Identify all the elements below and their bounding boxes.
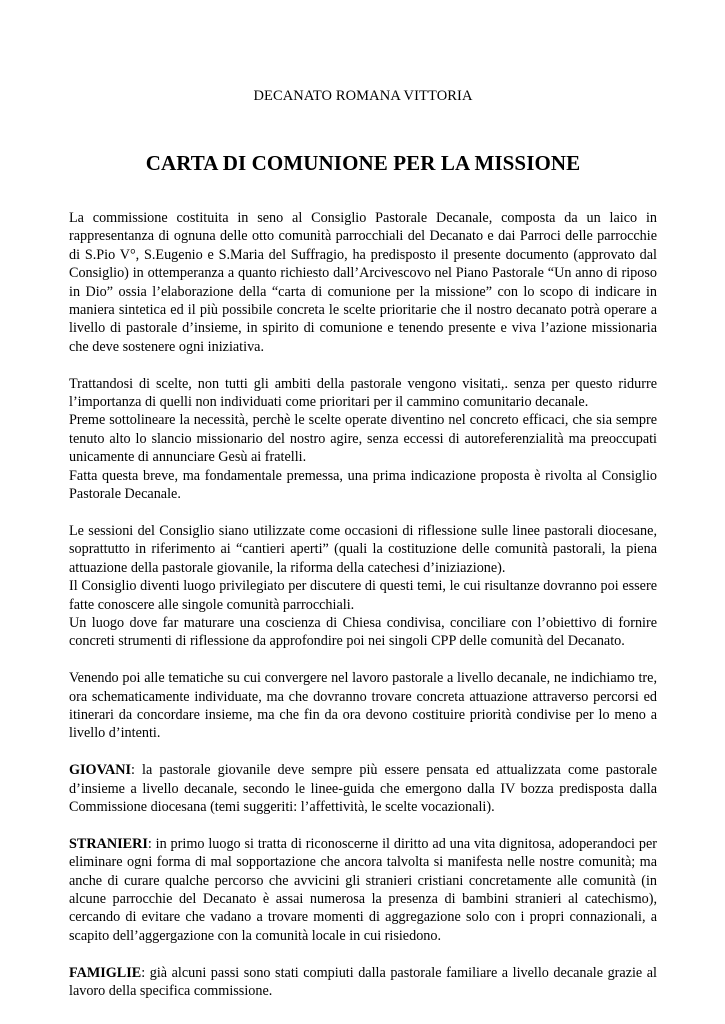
missionary-paragraph: Preme sottolineare la necessità, perchè le scelte operate diventino nel concreto efficaci, che sia sempre tenuto alto lo slancio missionario del nostro agire, senza eccessi di autoreferenzialità ma preoccupati unicamente di annunciare Gesù ai fratelli. — [69, 412, 657, 466]
topic-youth-label: GIOVANI — [69, 762, 132, 779]
council-sessions-paragraph: Le sessioni del Consiglio siano utilizzate come occasioni di riflessione sulle linee pastorali diocesane, soprattutto in riferimento ai “cantieri aperti” (quali la costituzione delle comunità pastorali, la piena attuazione della pastorale giovanile, la riforma della catechesi d’iniziazione). — [69, 522, 657, 576]
themes-intro-paragraph: Venendo poi alle tematiche su cui convergere nel lavoro pastorale a livello decanale, ne indichiamo tre, ora schematicamente individuate, ma che dovranno trovare concreta attuazione attraverso percorsi ed itinerari da concordare insieme, ma che fin da ora devono costituire priorità condivise per lo meno a livello d’intenti. — [69, 670, 657, 742]
council-place-paragraph: Il Consiglio diventi luogo privilegiato per discutere di questi temi, le cui risultanze dovranno poi essere fatte conoscere alle singole comunità parrocchiali. — [69, 578, 657, 613]
topic-families-label: FAMIGLIE — [69, 964, 142, 981]
intro-paragraph: La commissione costituita in seno al Consiglio Pastorale Decanale, composta da un laico in rappresentanza di ognuna delle otto comunità parrocchiali del Decanato e dai Parroci delle parrocchie di S.Pio V°, S.Eugenio e S.Maria del Suffragio, ha predisposto il presente documento (approvato dal Consiglio) in ottemperanza a quanto richiesto dall’Arcivescovo nel Piano Pastorale “Un anno di riposo in Dio” ossia l’elaborazione della “carta di comunione per la missione” con lo scopo di indicare in maniera sintetica ed il più possibile concreta le scelte prioritarie che il nostro decanato potrà operare a livello di pastorale d’insieme, in spirito di comunione e tenendo presente e viva l’azione missionaria che deve sostenere ogni iniziativa. — [69, 210, 657, 355]
document-body — [69, 209, 657, 1019]
topic-youth-paragraph — [69, 761, 657, 816]
topic-families-paragraph — [69, 964, 657, 1001]
deanery-header: DECANATO ROMANA VITTORIA — [253, 88, 473, 104]
choices-paragraph: Trattandosi di scelte, non tutti gli ambiti della pastorale vengono visitati,. senza per questo ridurre l’importanza di quelli non individuati come prioritari per il cammino comunitario decanale. — [69, 375, 657, 411]
topic-foreigners-label: STRANIERI — [69, 835, 148, 852]
topic-foreigners-text: : in primo luogo si tratta di riconoscerne il diritto ad una vita dignitosa, adoperandoci per eliminare ogni forma di mal sopportazione che ancora talvolta si manifesta nelle nostre comunità; ma anche di curare qualche percorso che avvicini gli stranieri cristiani concretamente alle comunità (in alcune parrocchie del Decanato è assai numerosa la presenza di bambini stranieri al catechismo), cercando di evitare che vadano a trovare momenti di aggregazione solo con i propri connazionali, a scapito dell’aggergazione con la comunità locale in cui risiedono. — [69, 835, 657, 944]
document-title: CARTA DI COMUNIONE PER LA MISSIONE — [145, 151, 581, 175]
church-awareness-paragraph: Un luogo dove far maturare una coscienza di Chiesa condivisa, conciliare con l’obiettivo di fornire concreti strumenti di riflessione da approfondire poi nei singoli CPP delle comunità del Decanato. — [69, 614, 657, 650]
topic-foreigners-paragraph — [69, 835, 657, 945]
topic-youth-text: : la pastorale giovanile deve sempre più essere pensata ed attualizzata come pastorale d’insieme a livello decanale, secondo le linee-guida che emergono dalla IV bozza predisposta dalla Commissione diocesana (temi suggeriti: l’affettività, le scelte vocazionali). — [69, 762, 657, 815]
premise-paragraph: Fatta questa breve, ma fondamentale premessa, una prima indicazione proposta è rivolta al Consiglio Pastorale Decanale. — [69, 467, 657, 503]
topic-families-text: : già alcuni passi sono stati compiuti dalla pastorale familiare a livello decanale grazie al lavoro della specifica commissione. — [69, 964, 657, 999]
